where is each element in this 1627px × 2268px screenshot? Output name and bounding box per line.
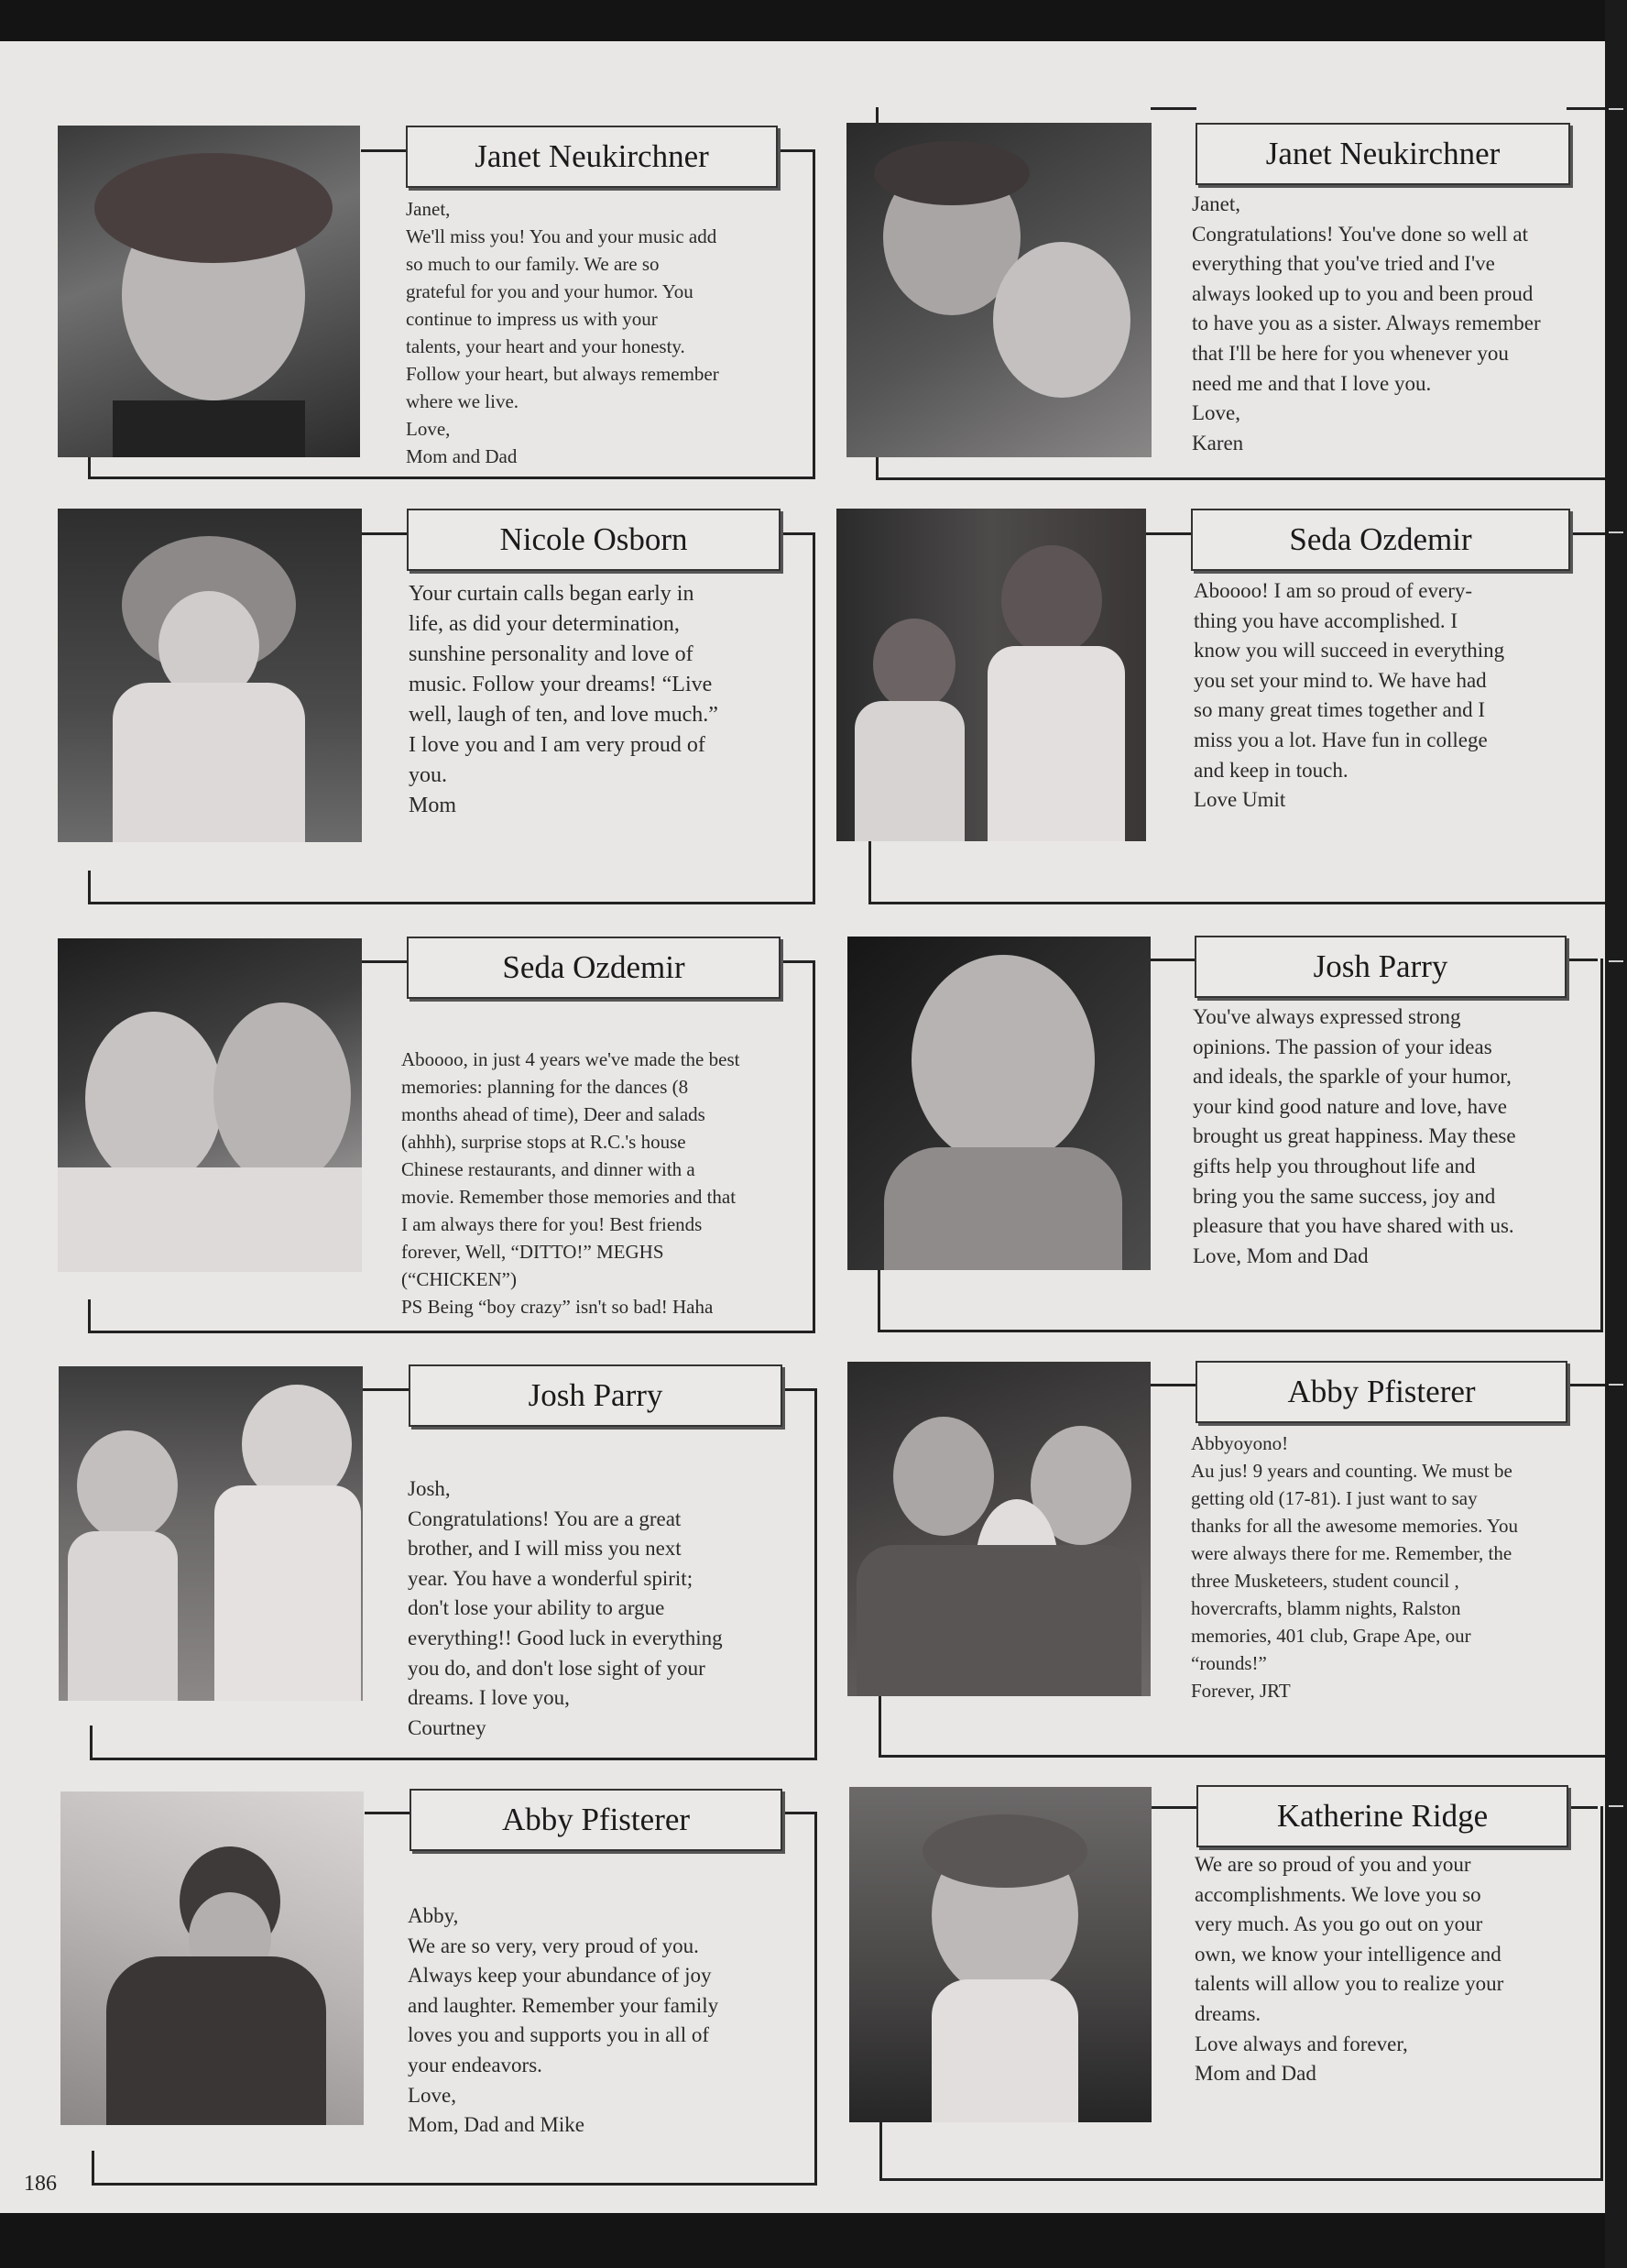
message-line: Congratulations! You are a great — [408, 1507, 682, 1530]
message-line: well, laugh of ten, and love much.” — [409, 703, 718, 727]
message-line: Au jus! 9 years and counting. We must be — [1191, 1460, 1512, 1482]
entry-photo — [58, 938, 362, 1272]
message-line: need me and that I love you. — [1192, 371, 1432, 395]
student-name: Seda Ozdemir — [1191, 509, 1570, 571]
message-line: Abby, — [408, 1904, 459, 1927]
message-line: hovercrafts, blamm nights, Ralston — [1191, 1597, 1461, 1619]
message-line: you set your mind to. We have had — [1194, 668, 1487, 692]
message-line: so many great times together and I — [1194, 698, 1486, 722]
entry-photo — [849, 1787, 1152, 2122]
message-line: Aboooo, in just 4 years we've made the best — [401, 1048, 740, 1070]
entry-photo — [60, 1791, 364, 2125]
message-line: I am always there for you! Best friends — [401, 1213, 703, 1235]
page-number: 186 — [24, 2172, 57, 2196]
message-line: loves you and supports you in all of — [408, 2023, 709, 2047]
message-line: dreams. — [1195, 2001, 1261, 2025]
student-name: Josh Parry — [1195, 936, 1567, 998]
message-line: Your curtain calls began early in — [409, 582, 694, 606]
yearbook-page — [0, 41, 1605, 2213]
message-line: three Musketeers, student council , — [1191, 1570, 1459, 1592]
student-name: Katherine Ridge — [1196, 1785, 1568, 1847]
student-name: Nicole Osborn — [407, 509, 781, 571]
message-line: memories: planning for the dances (8 — [401, 1076, 689, 1098]
message-line: We are so proud of you and your — [1195, 1853, 1471, 1876]
student-name: Abby Pfisterer — [409, 1789, 782, 1851]
message-line: don't lose your ability to argue — [408, 1596, 665, 1620]
message-line: Abbyoyono! — [1191, 1432, 1289, 1454]
entry-message — [409, 579, 718, 821]
message-line: pleasure that you have shared with us. — [1193, 1214, 1514, 1238]
message-line: Mom — [409, 794, 457, 817]
entry-photo — [59, 1366, 363, 1701]
message-line: Love Umit — [1194, 788, 1286, 812]
message-line: talents will allow you to realize your — [1195, 1972, 1504, 1996]
message-line: dreams. I love you, — [408, 1686, 570, 1710]
message-line: your kind good nature and love, have — [1193, 1094, 1507, 1118]
message-line: getting old (17-81). I just want to say — [1191, 1487, 1478, 1509]
message-line: talents, your heart and your honesty. — [406, 335, 685, 357]
message-line: accomplishments. We love you so — [1195, 1882, 1481, 1906]
message-line: Always keep your abundance of joy — [408, 1964, 712, 1988]
message-line: sunshine personality and love of — [409, 642, 693, 666]
message-line: very much. As you go out on your — [1195, 1912, 1483, 1936]
message-line: PS Being “boy crazy” isn't so bad! Haha — [401, 1296, 714, 1318]
entry-photo — [58, 509, 362, 842]
message-line: Janet, — [406, 198, 451, 220]
entry-photo — [847, 937, 1151, 1270]
message-line: Mom and Dad — [406, 445, 518, 467]
message-line: thing you have accomplished. I — [1194, 608, 1458, 632]
message-line: Follow your heart, but always remember — [406, 363, 719, 385]
entry-photo — [847, 1362, 1151, 1696]
message-line: Love always and forever, — [1195, 2032, 1408, 2055]
message-line: movie. Remember those memories and that — [401, 1186, 737, 1208]
student-name: Josh Parry — [409, 1364, 782, 1427]
message-line: everything!! Good luck in everything — [408, 1626, 723, 1649]
message-line: your endeavors. — [408, 2053, 542, 2076]
message-line: everything that you've tried and I've — [1192, 252, 1495, 276]
message-line: own, we know your intelligence and — [1195, 1942, 1501, 1966]
message-line: bring you the same success, joy and — [1193, 1184, 1496, 1208]
message-line: always looked up to you and been proud — [1192, 281, 1534, 305]
message-line: that I'll be here for you whenever you — [1192, 341, 1509, 365]
message-line: life, as did your determination, — [409, 612, 680, 636]
student-name: Janet Neukirchner — [1196, 123, 1570, 185]
message-line: and laughter. Remember your family — [408, 1993, 719, 2017]
facing-page-edge — [1605, 0, 1627, 2268]
message-line: Courtney — [408, 1715, 486, 1739]
entry-photo — [846, 123, 1152, 457]
entry-message — [406, 195, 719, 470]
message-line: Aboooo! I am so proud of every- — [1194, 579, 1473, 602]
message-line: You've always expressed strong — [1193, 1005, 1461, 1028]
entry-message — [1191, 1430, 1518, 1704]
entry-message — [1192, 190, 1541, 458]
entry-photo — [836, 509, 1146, 841]
message-line: memories, 401 club, Grape Ape, our — [1191, 1625, 1471, 1647]
message-line: you. — [409, 763, 447, 787]
message-line: We'll miss you! You and your music add — [406, 225, 717, 247]
message-line: gifts help you throughout life and — [1193, 1154, 1476, 1178]
message-line: Mom and Dad — [1195, 2062, 1316, 2086]
message-line: music. Follow your dreams! “Live — [409, 673, 713, 696]
message-line: and ideals, the sparkle of your humor, — [1193, 1065, 1512, 1089]
entry-message — [1193, 1003, 1516, 1271]
message-line: Josh, — [408, 1477, 451, 1500]
message-line: know you will succeed in everything — [1194, 639, 1505, 663]
entry-message — [408, 1474, 723, 1743]
message-line: (“CHICKEN”) — [401, 1268, 517, 1290]
message-line: so much to our family. We are so — [406, 253, 660, 275]
entry-message — [408, 1901, 718, 2141]
message-line: continue to impress us with your — [406, 308, 658, 330]
message-line: (ahhh), surprise stops at R.C.'s house — [401, 1131, 686, 1153]
message-line: to have you as a sister. Always remember — [1192, 312, 1541, 335]
message-line: Mom, Dad and Mike — [408, 2113, 584, 2137]
message-line: Love, — [406, 418, 451, 440]
entry-photo — [58, 126, 360, 457]
message-line: Love, Mom and Dad — [1193, 1244, 1369, 1267]
message-line: I love you and I am very proud of — [409, 733, 705, 757]
message-line: you do, and don't lose sight of your — [408, 1656, 705, 1680]
message-line: Janet, — [1192, 192, 1241, 215]
message-line: thanks for all the awesome memories. You — [1191, 1515, 1518, 1537]
message-line: opinions. The passion of your ideas — [1193, 1035, 1492, 1058]
entry-message — [1195, 1850, 1503, 2089]
message-line: brother, and I will miss you next — [408, 1537, 682, 1561]
student-name: Janet Neukirchner — [406, 126, 778, 188]
message-line: were always there for me. Remember, the — [1191, 1542, 1512, 1564]
message-line: miss you a lot. Have fun in college — [1194, 728, 1488, 751]
message-line: “rounds!” — [1191, 1652, 1267, 1674]
student-name: Abby Pfisterer — [1196, 1361, 1567, 1423]
message-line: year. You have a wonderful spirit; — [408, 1566, 693, 1590]
message-line: forever, Well, “DITTO!” MEGHS — [401, 1241, 664, 1263]
message-line: grateful for you and your humor. You — [406, 280, 693, 302]
message-line: Love, — [1192, 401, 1241, 425]
message-line: and keep in touch. — [1194, 758, 1349, 782]
message-line: where we live. — [406, 390, 519, 412]
entry-message — [401, 1046, 739, 1320]
message-line: Love, — [408, 2083, 457, 2107]
message-line: Forever, JRT — [1191, 1680, 1291, 1702]
message-line: Karen — [1192, 431, 1244, 455]
message-line: brought us great happiness. May these — [1193, 1124, 1516, 1148]
student-name: Seda Ozdemir — [407, 937, 781, 999]
message-line: Congratulations! You've done so well at — [1192, 222, 1529, 246]
message-line: months ahead of time), Deer and salads — [401, 1103, 705, 1125]
message-line: Chinese restaurants, and dinner with a — [401, 1158, 695, 1180]
entry-message — [1194, 576, 1504, 816]
message-line: We are so very, very proud of you. — [408, 1934, 699, 1957]
